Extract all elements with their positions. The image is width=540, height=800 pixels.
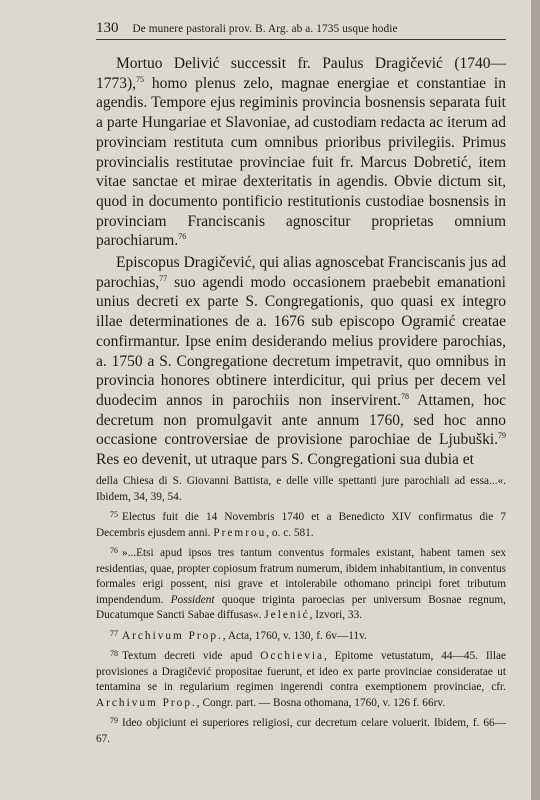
paragraph-text: Episcopus Dragičević, qui alias agnoscebat Franciscanis jus ad parochias, [96,254,506,291]
footnote-76 [96,543,506,624]
footnote-ref-77: 77 [159,273,168,283]
spaced-source-name: Archivum Prop. [96,696,197,709]
footnote-text: Electus fuit die 14 Novembris 1740 et a Benedicto XIV confirmatus die 7 Decembris ejusdem anni. [96,511,506,539]
paragraph-text: homo plenus zelo, magnae energiae et constantiae in agendis. Tempore ejus regiminis provincia bosnensis separata fuit a parte Hungariae et Slavoniae, ad custodiam redacta ac iterum ad provinciam restituta cum omnibus prioribus privilegiis. Primus provincialis restitutae provinciae fuit fr. Marcus Dobretić, item vitae sanctae et mirae dexteritatis in agendis. Obvie dictum sit, quod in documento pontificio restitutionis custodiae bosnensis in provinciam Franciscanis agnoscitur proprietas omnium parochiarum. [96,74,506,250]
running-head-title: De munere pastorali prov. B. Arg. ab a. 1735 usque hodie [132,23,398,35]
footnote-continuation: della Chiesa di S. Giovanni Battista, e delle ville spettanti jure parochiali ad essa...«. Ibidem, 34, 39, 54. [96,475,506,503]
footnote-text: , Congr. part. — Bosna othomana, 1760, v. 126 f. 66rv. [196,696,446,709]
paragraph-text: suo agendi modo occasionem praebebit emanationi unius decreti ex parte S. Congregationis, quo quasi ex integro illae determinationes de a. 1676 sub episcopo Ogramić creatae confirmantur. Ipse enim desiderando melius providere parochias, a. 1750 a S. Congregatione decretum impetravit, quo omnibus in provincia honores obtinere interdicitur, qui prius per decem vel duodecim annos in parochiis non inservirent. [96,273,506,409]
paragraph-2 [96,253,506,470]
paragraph-text: Attamen, hoc decretum non promulgavit ante annum 1760, sed hoc anno occasione controversiae de provisione parochiae de Ljubuški. [96,391,506,449]
footnote-ref-75: 75 [136,74,145,84]
footnotes-section [96,474,506,747]
main-text [96,54,506,470]
spaced-source-name: Archivum Prop. [122,629,223,642]
footnote-text: , Epitome vetustatum, 44—45. Illae provisiones a Dragičević propositae fuerunt, et ideo ex parte provinciae consideratae ut tentamina se in regularium regimen ingerendi contra exemptionem provinciae, cfr. [96,650,506,693]
page-number: 130 [96,20,119,36]
footnote-77 [96,626,506,645]
italic-word: Possident [170,593,215,606]
footnote-75 [96,507,506,541]
footnote-number: 76 [110,546,118,555]
footnote-text: , Acta, 1760, v. 130, f. 6v—11v. [222,629,367,642]
spaced-author-name: Premrou [213,526,267,539]
footnote-text: , o. c. 581. [266,526,314,539]
footnote-number: 79 [110,716,118,725]
page-edge-shadow [531,0,540,800]
footnote-78 [96,646,506,711]
footnote-text: quoque triginta paroecias per universum Bosnae regnum, Ducatumque Sancti Sabae diffusas«. [96,593,506,621]
paragraph-text: Res eo devenit, ut utraque pars S. Congregationi sua dubia et [96,451,474,469]
footnote-number: 75 [110,510,118,519]
footnote-text: Textum decreti vide apud [122,650,261,662]
paragraph-1 [96,54,506,251]
spaced-author-name: Occhievia [260,650,324,662]
footnote-number: 77 [110,628,118,638]
footnote-text: , Izvori, 33. [309,609,363,621]
footnote-ref-76: 76 [178,232,187,242]
footnote-ref-78: 78 [401,391,410,401]
paragraph-text: Mortuo Delivić successit fr. Paulus Dragičević (1740—1773), [96,55,506,92]
spaced-author-name: Jelenić [264,609,310,621]
footnote-text: Ideo objiciunt ei superiores religiosi, cur decretum celare voluerit. Ibidem, f. 66—67. [96,717,506,745]
footnote-ref-79: 79 [498,431,506,441]
footnote-number: 78 [110,649,118,658]
footnote-text: »...Etsi apud ipsos tres tantum conventus formales existant, habent tamen sex residentias, quae, propter copiosum fratrum numerum, ibidem inhabitantium, in conventus formales erigi possent, nisi grave et intolerabile othomano principi foret tributum impendendum. [96,547,506,606]
footnote-79 [96,713,506,747]
running-header [96,20,506,40]
